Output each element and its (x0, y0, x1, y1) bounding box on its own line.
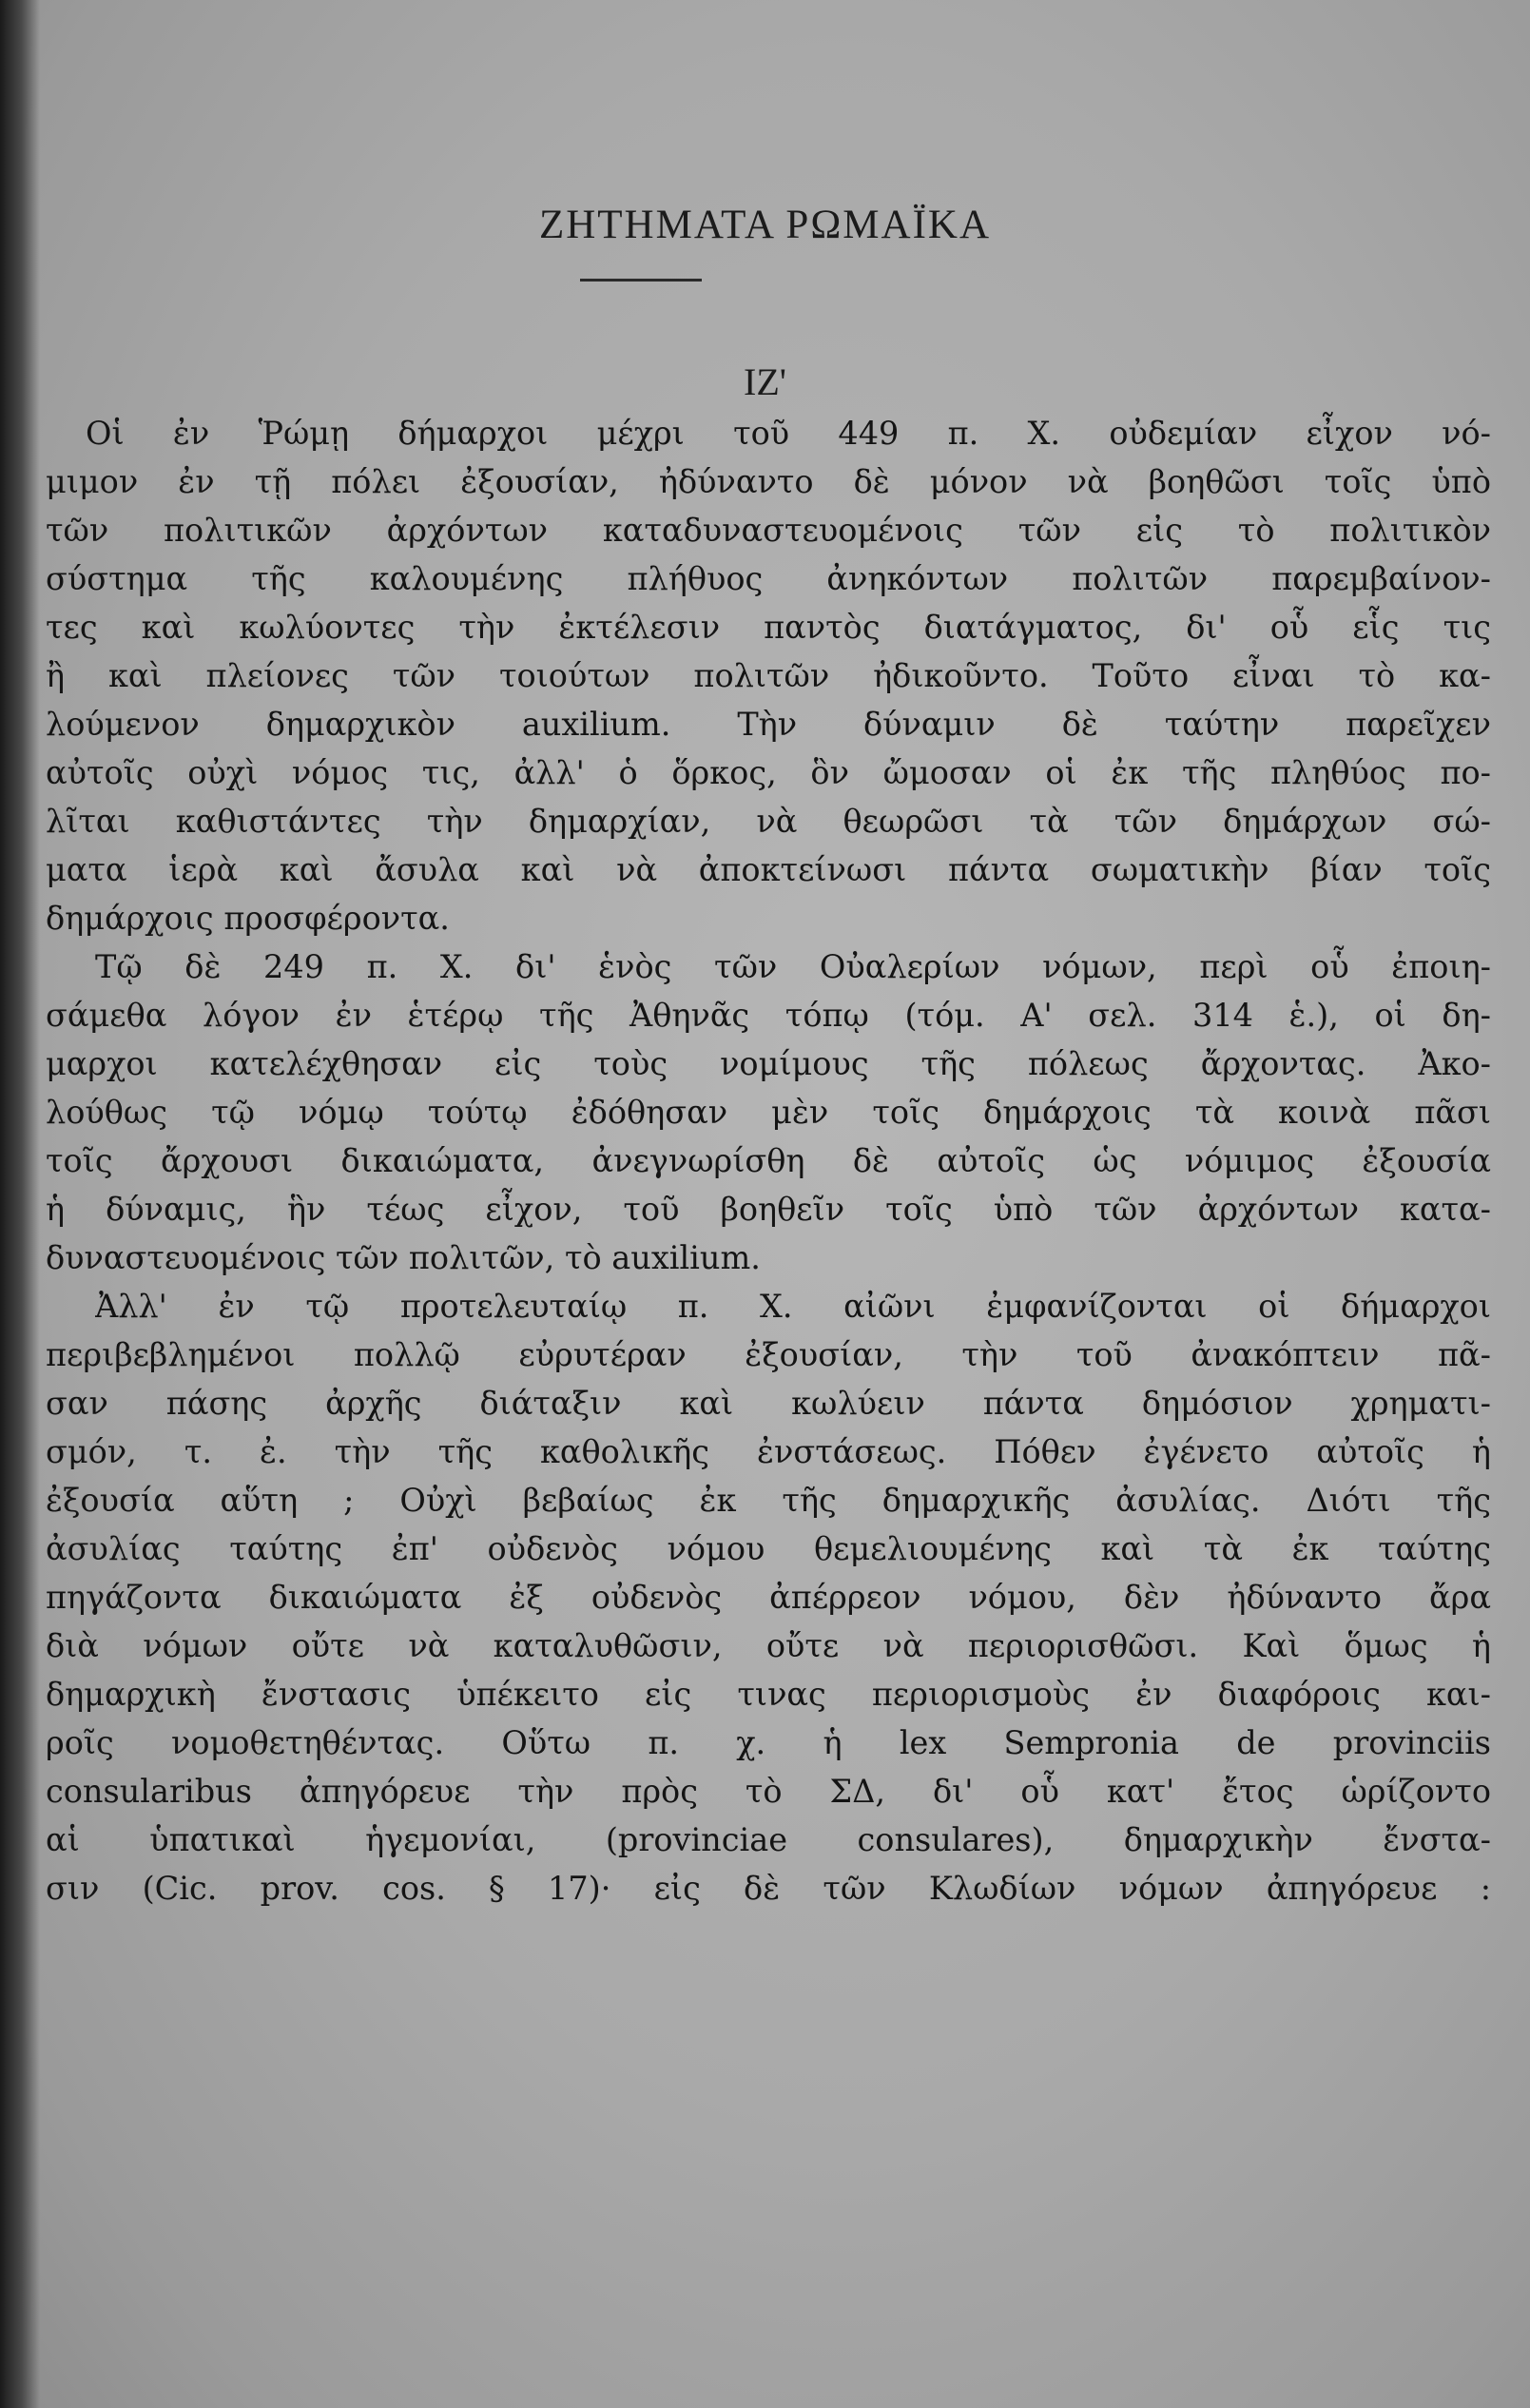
text-line: δυναστευομένοις τῶν πολιτῶν, τὸ auxilium. (46, 1239, 761, 1276)
text-line: πηγάζοντα δικαιώματα ἐξ οὐδενὸς ἀπέρρεον νόμου, δὲν ἠδύναντο ἄρα (46, 1579, 1491, 1616)
text-line: ροῖς νομοθετηθέντας. Οὕτω π. χ. ἡ lex Sempronia de provinciis (46, 1724, 1491, 1761)
text-line: μαρχοι κατελέχθησαν εἰς τοὺς νομίμους τῆς πόλεως ἄρχοντας. Ἀκο- (46, 1045, 1491, 1082)
title-rule (580, 279, 702, 282)
text-line: λῖται καθιστάντες τὴν δημαρχίαν, νὰ θεωρῶσι τὰ τῶν δημάρχων σώ- (46, 803, 1491, 840)
text-line: τοῖς ἄρχουσι δικαιώματα, ἀνεγνωρίσθη δὲ αὐτοῖς ὡς νόμιμος ἐξουσία (46, 1142, 1491, 1179)
text-line: λούμενον δημαρχικὸν auxilium. Τὴν δύναμιν δὲ ταύτην παρεῖχεν (46, 706, 1491, 743)
text-line: consularibus ἀπηγόρευε τὴν πρὸς τὸ ΣΔ, δι' οὗ κατ' ἔτος ὡρίζοντο (46, 1773, 1491, 1810)
text-line: σάμεθα λόγον ἐν ἑτέρῳ τῆς Ἀθηνᾶς τόπῳ (τόμ. Α' σελ. 314 ἑ.), οἱ δη- (46, 997, 1491, 1034)
text-line: Τῷ δὲ 249 π. Χ. δι' ἑνὸς τῶν Οὐαλερίων νόμων, περὶ οὗ ἐποιη- (95, 948, 1491, 985)
text-line: τες καὶ κωλύοντες τὴν ἐκτέλεσιν παντὸς διατάγματος, δι' οὗ εἷς τις (46, 609, 1491, 646)
text-line: περιβεβλημένοι πολλῷ εὐρυτέραν ἐξουσίαν, τὴν τοῦ ἀνακόπτειν πᾶ- (46, 1336, 1491, 1373)
text-line: Ἀλλ' ἐν τῷ προτελευταίῳ π. Χ. αἰῶνι ἐμφανίζονται οἱ δήμαρχοι (95, 1288, 1491, 1325)
text-line: λούθως τῷ νόμῳ τούτῳ ἐδόθησαν μὲν τοῖς δημάρχοις τὰ κοινὰ πᾶσι (46, 1094, 1491, 1131)
text-line: διὰ νόμων οὔτε νὰ καταλυθῶσιν, οὔτε νὰ περιορισθῶσι. Καὶ ὅμως ἡ (46, 1627, 1491, 1664)
text-line: ματα ἱερὰ καὶ ἄσυλα καὶ νὰ ἀποκτείνωσι πάντα σωματικὴν βίαν τοῖς (46, 851, 1491, 888)
text-line: τῶν πολιτικῶν ἀρχόντων καταδυναστευομένοις τῶν εἰς τὸ πολιτικὸν (46, 512, 1491, 549)
text-line: μιμον ἐν τῇ πόλει ἐξουσίαν, ἠδύναντο δὲ μόνον νὰ βοηθῶσι τοῖς ὑπὸ (46, 463, 1491, 500)
text-line: ἢ καὶ πλείονες τῶν τοιούτων πολιτῶν ἠδικοῦντο. Τοῦτο εἶναι τὸ κα- (46, 657, 1491, 694)
text-line: σύστημα τῆς καλουμένης πλήθυος ἀνηκόντων πολιτῶν παρεμβαίνον- (46, 560, 1491, 597)
text-line: ἡ δύναμις, ἣν τέως εἶχον, τοῦ βοηθεῖν τοῖς ὑπὸ τῶν ἀρχόντων κατα- (46, 1191, 1491, 1228)
text-line: Οἱ ἐν Ῥώμῃ δήμαρχοι μέχρι τοῦ 449 π. Χ. οὐδεμίαν εἶχον νό- (86, 415, 1491, 452)
text-line: δημαρχικὴ ἔνστασις ὑπέκειτο εἰς τινας περιορισμοὺς ἐν διαφόροις και- (46, 1676, 1491, 1713)
running-title: ΖΗΤΗΜΑΤΑ ΡΩΜΑΪΚΑ (538, 203, 992, 247)
text-line: ἐξουσία αὕτη ; Οὐχὶ βεβαίως ἐκ τῆς δημαρχικῆς ἀσυλίας. Διότι τῆς (46, 1482, 1491, 1519)
text-line: σιν (Cic. prov. cos. § 17)· εἰς δὲ τῶν Κλωδίων νόμων ἀπηγόρευε : (46, 1870, 1491, 1907)
chapter-number: ΙΖ' (744, 360, 786, 403)
text-line: ἀσυλίας ταύτης ἐπ' οὐδενὸς νόμου θεμελιουμένης καὶ τὰ ἐκ ταύτης (46, 1530, 1491, 1567)
text-line: σμόν, τ. ἐ. τὴν τῆς καθολικῆς ἐνστάσεως. Πόθεν ἐγένετο αὐτοῖς ἡ (46, 1433, 1491, 1470)
text-line: σαν πάσης ἀρχῆς διάταξιν καὶ κωλύειν πάντα δημόσιον χρηματι- (46, 1385, 1491, 1422)
text-line: αὐτοῖς οὐχὶ νόμος τις, ἀλλ' ὁ ὅρκος, ὃν ὤμοσαν οἱ ἐκ τῆς πληθύος πο- (46, 754, 1491, 791)
text-line: αἱ ὑπατικαὶ ἡγεμονίαι, (provinciae consulares), δημαρχικὴν ἔνστα- (46, 1821, 1491, 1858)
text-line: δημάρχοις προσφέροντα. (46, 900, 450, 937)
